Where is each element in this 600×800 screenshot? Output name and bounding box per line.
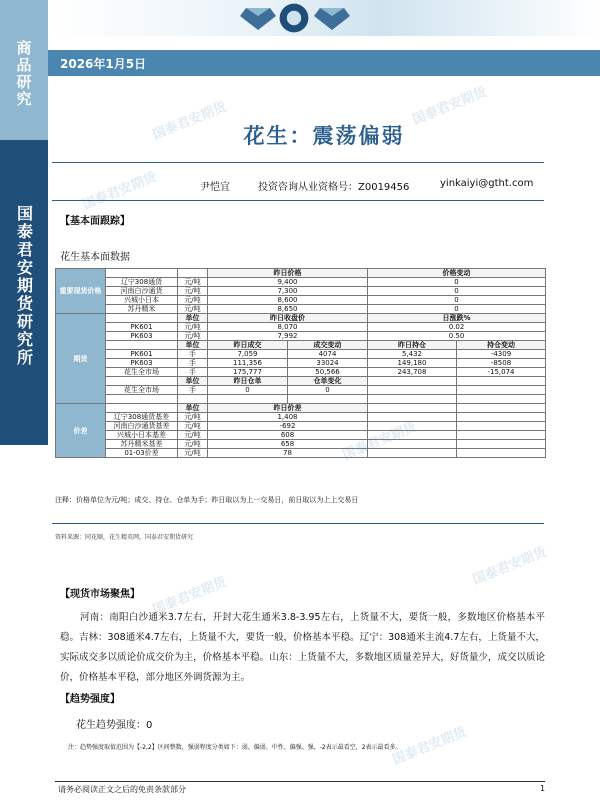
section-basic-heading: 【基本面跟踪】 — [60, 216, 130, 227]
row-unit: 元/吨 — [178, 332, 208, 341]
col-header-volume-change: 成交变动 — [288, 341, 368, 350]
row-name: 兴城小日本 — [106, 296, 178, 305]
row-unit: 元/吨 — [178, 431, 208, 440]
row-volume: 111,356 — [208, 359, 288, 368]
row-spread: 78 — [208, 449, 368, 458]
col-header-warehouse-receipt: 昨日仓单 — [208, 377, 288, 386]
row-name: PK601 — [106, 323, 178, 332]
footer-divider — [55, 781, 545, 782]
table-header-row — [56, 377, 546, 386]
row-name: 河南白沙通货 — [106, 287, 178, 296]
row-oi-change: -4309 — [457, 350, 546, 359]
watermark: 国泰君安期货 — [340, 419, 419, 463]
col-header-unit: 单位 — [178, 377, 208, 386]
row-receipt-change: 0 — [288, 386, 368, 395]
source-divider — [52, 523, 544, 524]
row-name: PK601 — [106, 350, 178, 359]
title-divider — [52, 162, 544, 163]
row-unit: 元/吨 — [178, 440, 208, 449]
row-volume-change: 33024 — [288, 359, 368, 368]
author-email[interactable]: yinkaiyi@gtht.com — [440, 178, 534, 189]
row-open-interest: 243,708 — [368, 368, 457, 377]
col-header-volume: 昨日成交 — [208, 341, 288, 350]
table-row — [56, 440, 546, 449]
table-header-row — [56, 314, 546, 323]
row-unit: 元/吨 — [178, 305, 208, 314]
row-pct: 0.02 — [368, 323, 546, 332]
row-unit: 手 — [178, 350, 208, 359]
row-name: 苏丹精米基差 — [106, 440, 178, 449]
row-pct: 0.50 — [368, 332, 546, 341]
row-name: 苏丹精米 — [106, 305, 178, 314]
col-header-pct: 日涨跌% — [368, 314, 546, 323]
row-unit: 元/吨 — [178, 323, 208, 332]
category-futures: 期货 — [56, 314, 106, 404]
table-row — [56, 287, 546, 296]
row-open-interest: 5,432 — [368, 350, 457, 359]
table-row — [56, 332, 546, 341]
col-header-open-interest: 昨日持仓 — [368, 341, 457, 350]
row-name: 01-03价差 — [106, 449, 178, 458]
row-price: 7,300 — [208, 287, 368, 296]
watermark: 国泰君安期货 — [410, 84, 489, 128]
trend-note: 注：趋势强度取值范围为【-2,2】区间整数，强弱程度分类如下：弱、偏弱、中性、偏强、强，-2表示最看空，2表示最看多。 — [68, 744, 402, 751]
row-open-interest: 149,180 — [368, 359, 457, 368]
row-name: 花生全市场 — [106, 386, 178, 395]
row-oi-change: -8508 — [457, 359, 546, 368]
section-trend-heading: 【趋势强度】 — [60, 694, 120, 705]
col-header-unit: 单位 — [178, 314, 208, 323]
table-row — [56, 359, 546, 368]
table-row — [56, 323, 546, 332]
category-spread: 价差 — [56, 404, 106, 458]
row-change: 0 — [368, 296, 546, 305]
data-source: 资料来源：同花顺，花生精英网，国泰君安期货研究 — [55, 534, 194, 541]
table-row — [56, 386, 546, 395]
row-volume: 7,059 — [208, 350, 288, 359]
row-unit: 元/吨 — [178, 413, 208, 422]
row-oi-change: -15,074 — [457, 368, 546, 377]
row-spread: 1,408 — [208, 413, 368, 422]
col-header-price: 昨日价格 — [208, 269, 368, 278]
col-header-oi-change: 持仓变动 — [457, 341, 546, 350]
section-spot-heading: 【现货市场聚焦】 — [60, 589, 140, 600]
col-header-spread: 昨日价差 — [208, 404, 368, 413]
row-unit: 手 — [178, 359, 208, 368]
logo-gem-icon — [270, 0, 318, 36]
watermark: 国泰君安期货 — [150, 99, 229, 143]
col-header-unit: 单位 — [178, 341, 208, 350]
row-name: 辽宁308通货 — [106, 278, 178, 287]
table-header-row — [56, 269, 546, 278]
row-unit: 手 — [178, 386, 208, 395]
table-row — [56, 305, 546, 314]
row-change: 0 — [368, 305, 546, 314]
spot-market-text: 河南：南阳白沙通米3.7左右，开封大花生通米3.8-3.95左右，上货量不大，要货一般，多数地区价格基本平稳。吉林：308通米4.7左右，上货量不大，要货一般，价格基本平稳。辽宁：308通米主流4.7左右，上货量不大，实际成交多以质论价成交价为主，价格基本平稳。山东：上货量不大，多数地区质量差异大，好货量少，成交以质论价，价格基本平稳，部分地区外调货源为主。 — [60, 612, 545, 683]
row-unit: 元/吨 — [178, 287, 208, 296]
row-volume: 175,777 — [208, 368, 288, 377]
table-spacer-row — [56, 395, 546, 404]
category-spot: 重要现货价格 — [56, 269, 106, 314]
row-close: 8,070 — [208, 323, 368, 332]
row-name: 花生全市场 — [106, 368, 178, 377]
table-row — [56, 368, 546, 377]
row-price: 8,600 — [208, 296, 368, 305]
watermark: 国泰君安期货 — [80, 169, 159, 213]
page-number: 1 — [540, 784, 546, 793]
row-change: 0 — [368, 287, 546, 296]
row-unit: 手 — [178, 368, 208, 377]
row-price: 8,650 — [208, 305, 368, 314]
row-name: 兴城小日本基差 — [106, 431, 178, 440]
author-license: 投资咨询从业资格号：Z0019456 — [258, 182, 410, 193]
author-divider — [52, 200, 544, 201]
diamond-icon — [312, 4, 352, 32]
row-name: 河南白沙通货基差 — [106, 422, 178, 431]
author-name: 尹恺宜 — [200, 182, 230, 193]
date-bar — [48, 50, 600, 76]
col-header-change: 价格变动 — [368, 269, 546, 278]
row-price: 9,400 — [208, 278, 368, 287]
table-header-row — [56, 404, 546, 413]
row-name: PK603 — [106, 332, 178, 341]
row-spread: -692 — [208, 422, 368, 431]
table-title: 花生基本面数据 — [60, 252, 130, 263]
watermark: 国泰君安期货 — [470, 544, 549, 588]
row-spread: 608 — [208, 431, 368, 440]
table-note: 注释：价格单位为元/吨；成交、持仓、仓单为手；昨日取以为上一交易日，前日取以为上上交易日 — [55, 496, 359, 504]
table-row — [56, 413, 546, 422]
watermark: 国泰君安期货 — [150, 574, 229, 618]
row-spread: 658 — [208, 440, 368, 449]
header-banner — [48, 0, 600, 36]
row-volume-change: 4074 — [288, 350, 368, 359]
row-receipt: 0 — [208, 386, 288, 395]
table-header-row — [56, 341, 546, 350]
table-row — [56, 431, 546, 440]
table-row — [56, 296, 546, 305]
row-change: 0 — [368, 278, 546, 287]
sidebar-category-label: 商品研究 — [14, 40, 33, 108]
row-unit: 元/吨 — [178, 449, 208, 458]
table-row — [56, 449, 546, 458]
table-row — [56, 278, 546, 287]
row-unit: 元/吨 — [178, 422, 208, 431]
table-row — [56, 422, 546, 431]
trend-strength-value: 花生趋势强度：0 — [76, 720, 153, 731]
table-row — [56, 350, 546, 359]
row-name: 辽宁308通货基差 — [106, 413, 178, 422]
page-title: 花生：震荡偏弱 — [243, 124, 405, 148]
watermark: 国泰君安期货 — [390, 724, 469, 768]
row-volume-change: 50,566 — [288, 368, 368, 377]
row-name: PK603 — [106, 359, 178, 368]
fundamentals-table — [55, 268, 546, 458]
row-close: 7,992 — [208, 332, 368, 341]
col-header-receipt-change: 仓单变化 — [288, 377, 368, 386]
report-date: 2026年1月5日 — [60, 57, 147, 71]
row-unit: 元/吨 — [178, 296, 208, 305]
col-header-unit: 单位 — [178, 404, 208, 413]
row-unit: 元/吨 — [178, 278, 208, 287]
col-header-close: 昨日收盘价 — [208, 314, 368, 323]
sidebar-org-label: 国泰君安期货研究所 — [14, 205, 34, 367]
footer-disclaimer: 请务必阅读正文之后的免责条款部分 — [58, 785, 186, 794]
